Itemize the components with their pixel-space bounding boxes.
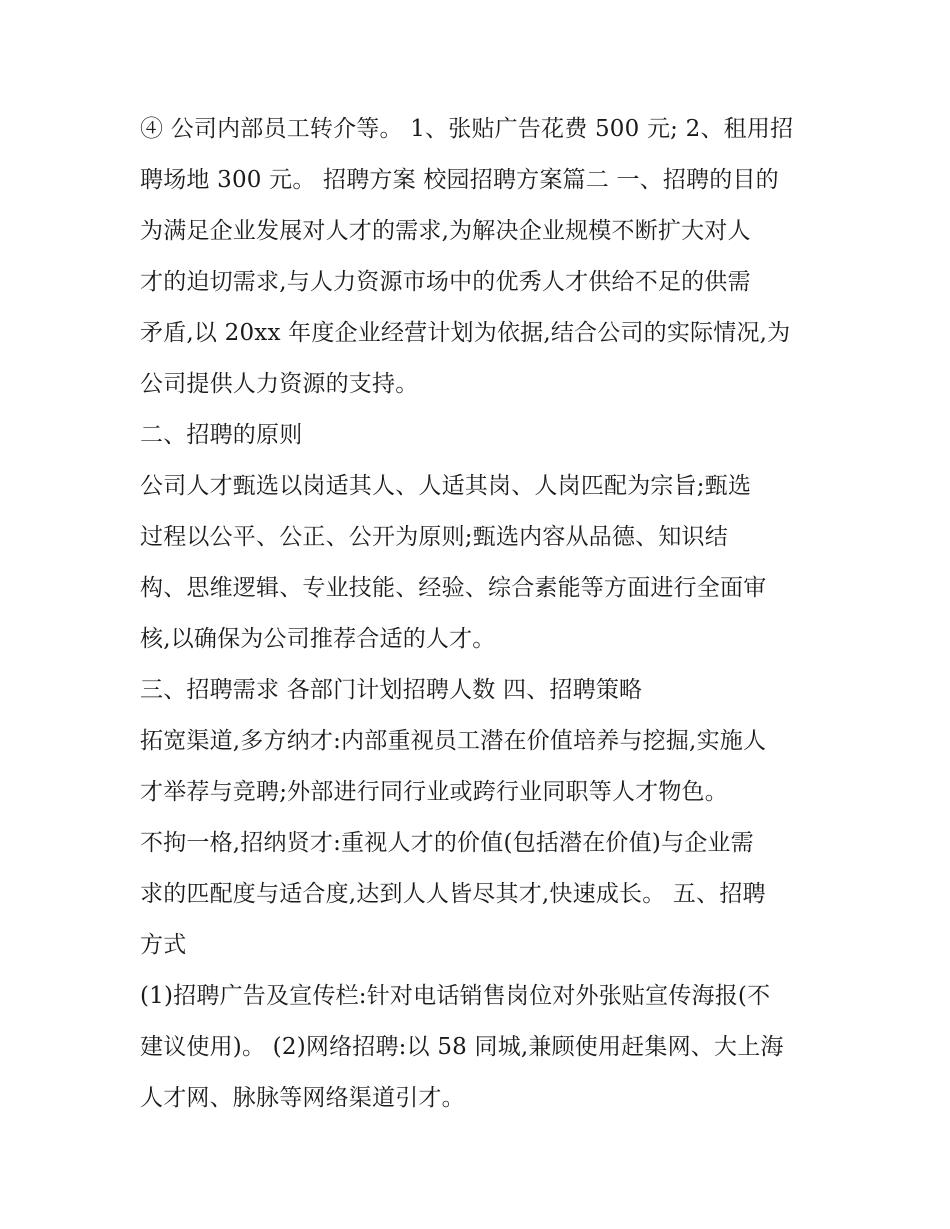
text-line: 公司提供人力资源的支持。: [140, 371, 419, 397]
text-line: 人才网、脉脉等网络渠道引才。: [140, 1085, 465, 1111]
text-line: 不拘一格,招纳贤才:重视人才的价值(包括潜在价值)与企业需: [140, 830, 754, 856]
text-line: 求的匹配度与适合度,达到人人皆尽其才,快速成长。 五、招聘: [140, 881, 766, 907]
text-line: 公司人才甄选以岗适其人、人适其岗、人岗匹配为宗旨;甄选: [140, 473, 752, 499]
text-line: 核,以确保为公司推荐合适的人才。: [140, 626, 496, 652]
text-line: 方式: [140, 932, 187, 958]
section-heading: 二、招聘的原则: [140, 422, 303, 448]
body-text: [140, 104, 820, 1124]
text-line: 聘场地 300 元。 招聘方案 校园招聘方案篇二 一、招聘的目的: [140, 167, 779, 193]
text-line: 才的迫切需求,与人力资源市场中的优秀人才供给不足的供需: [140, 269, 751, 295]
text-line: ④ 公司内部员工转介等。 1、张贴广告花费 500 元; 2、租用招: [140, 116, 794, 142]
text-line: 才举荐与竞聘;外部进行同行业或跨行业同职等人才物色。: [140, 779, 728, 805]
text-line: (1)招聘广告及宣传栏:针对电话销售岗位对外张贴宣传海报(不: [140, 983, 771, 1009]
section-heading: 三、招聘需求 各部门计划招聘人数 四、招聘策略: [140, 677, 643, 703]
text-line: 拓宽渠道,多方纳才:内部重视员工潜在价值培养与挖掘,实施人: [140, 728, 767, 754]
text-line: 构、思维逻辑、专业技能、经验、综合素能等方面进行全面审: [140, 575, 767, 601]
text-line: 过程以公平、公正、公开为原则;甄选内容从品德、知识结: [140, 524, 728, 550]
text-line: 建议使用)。 (2)网络招聘:以 58 同城,兼顾使用赶集网、大上海: [140, 1034, 784, 1060]
text-line: 矛盾,以 20xx 年度企业经营计划为依据,结合公司的实际情况,为: [140, 320, 791, 346]
text-line: 为满足企业发展对人才的需求,为解决企业规模不断扩大对人: [140, 218, 751, 244]
